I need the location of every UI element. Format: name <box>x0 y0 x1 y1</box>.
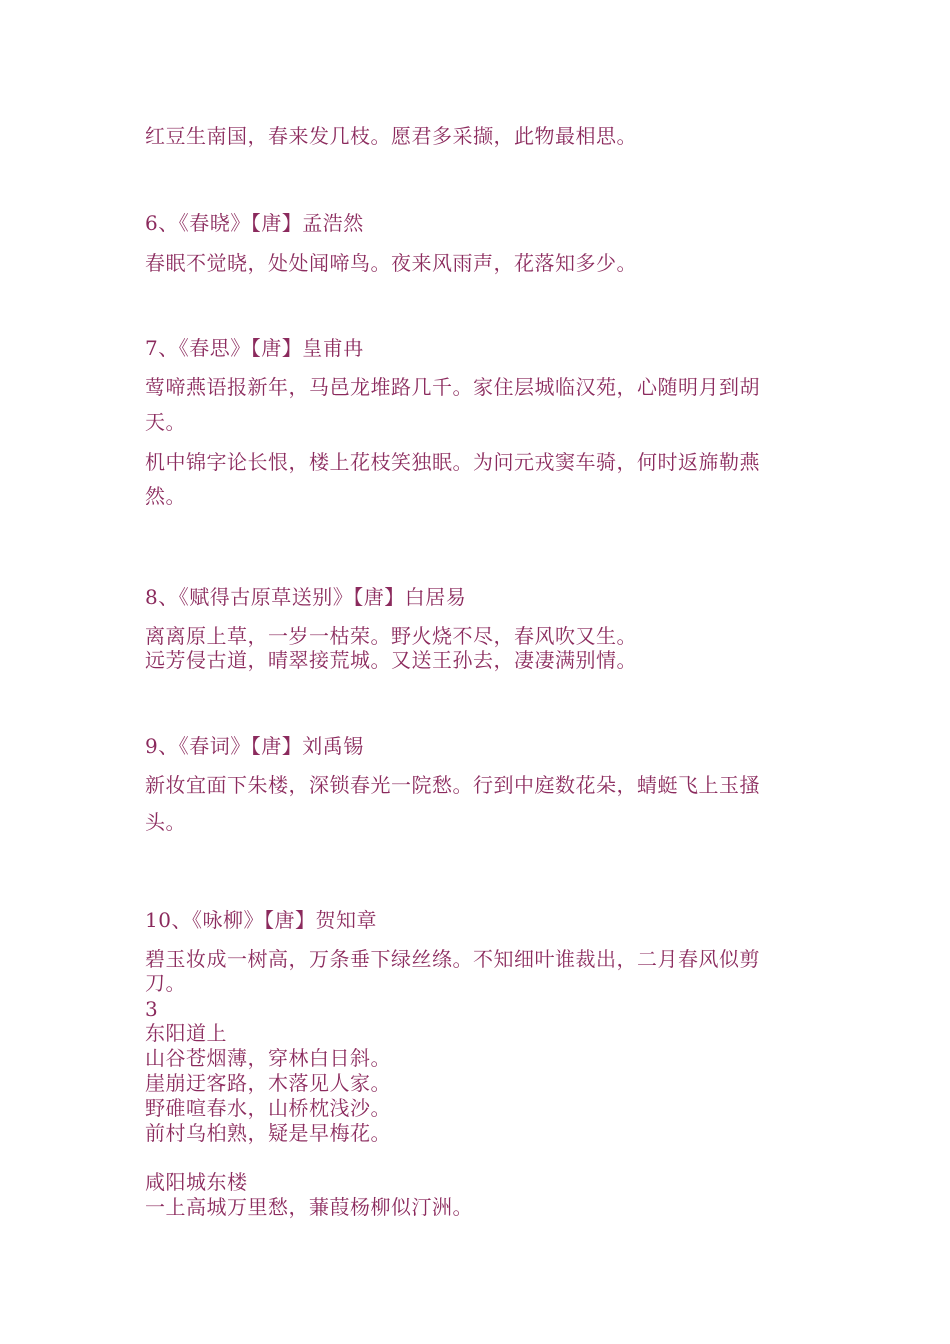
poem-line: 红豆生南国，春来发几枝。愿君多采撷，此物最相思。 <box>145 124 637 148</box>
poem-line: 然。 <box>145 484 186 508</box>
poem-line: 春眠不觉晓，处处闻啼鸟。夜来风雨声，花落知多少。 <box>145 251 637 275</box>
poem-line: 山谷苍烟薄，穿林白日斜。 <box>145 1046 391 1070</box>
page-number: 3 <box>145 997 159 1021</box>
poem-line: 新妆宜面下朱楼，深锁春光一院愁。行到中庭数花朵，蜻蜓飞上玉搔 <box>145 773 760 797</box>
poem-line: 前村乌桕熟，疑是早梅花。 <box>145 1121 391 1145</box>
poem-line: 野碓喧春水，山桥枕浅沙。 <box>145 1096 391 1120</box>
poem-heading: 7、《春思》【唐】皇甫冉 <box>145 336 364 360</box>
poem-title: 咸阳城东楼 <box>145 1170 248 1194</box>
poem-line: 莺啼燕语报新年，马邑龙堆路几千。家住层城临汉苑，心随明月到胡 <box>145 375 760 399</box>
poem-line: 崖崩迂客路，木落见人家。 <box>145 1071 391 1095</box>
poem-line: 头。 <box>145 810 186 834</box>
poem-heading: 6、《春晓》【唐】孟浩然 <box>145 211 364 235</box>
poem-heading: 8、《赋得古原草送别》【唐】白居易 <box>145 585 467 609</box>
poem-line: 碧玉妆成一树高，万条垂下绿丝绦。不知细叶谁裁出，二月春风似剪 <box>145 947 760 971</box>
poem-line: 远芳侵古道，晴翠接荒城。又送王孙去，凄凄满别情。 <box>145 648 637 672</box>
poem-line: 机中锦字论长恨，楼上花枝笑独眠。为问元戎窦车骑，何时返旆勒燕 <box>145 450 760 474</box>
poem-heading: 9、《春词》【唐】刘禹锡 <box>145 734 364 758</box>
poem-heading: 10、《咏柳》【唐】贺知章 <box>145 908 377 932</box>
poem-line: 天。 <box>145 410 186 434</box>
poem-title: 东阳道上 <box>145 1021 227 1045</box>
poem-line: 离离原上草，一岁一枯荣。野火烧不尽，春风吹又生。 <box>145 624 637 648</box>
poem-line: 一上高城万里愁，蒹葭杨柳似汀洲。 <box>145 1195 473 1219</box>
poem-line: 刀。 <box>145 971 186 995</box>
